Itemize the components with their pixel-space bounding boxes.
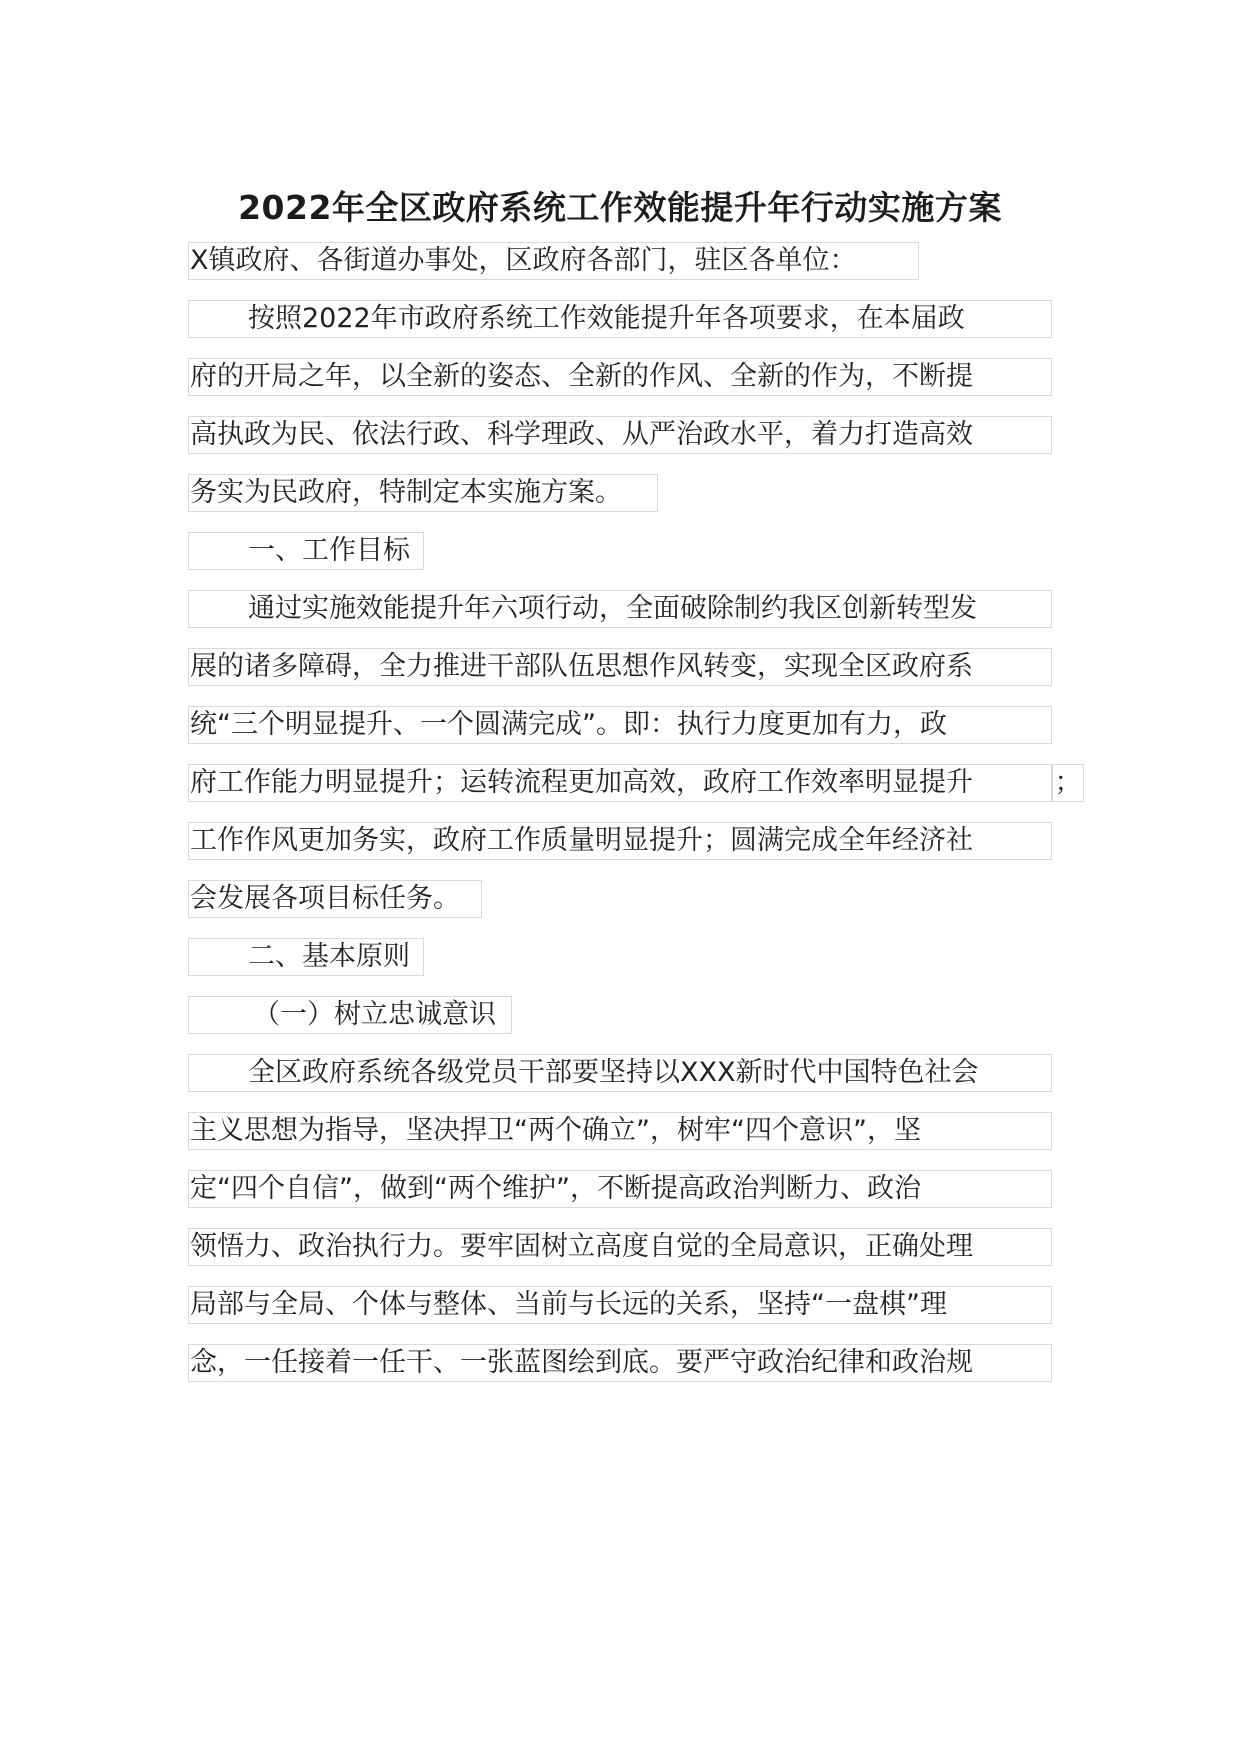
section-heading-goals: 一、工作目标 [188, 532, 424, 570]
intro-line-2: 府的开局之年，以全新的姿态、全新的作风、全新的作为，不断提 [188, 358, 1052, 396]
loyalty-line-1: 全区政府系统各级党员干部要坚持以XXX新时代中国特色社会 [188, 1054, 1052, 1092]
loyalty-line-4: 领悟力、政治执行力。要牢固树立高度自觉的全局意识，正确处理 [188, 1228, 1052, 1266]
goals-line-4-trailing-punctuation: ； [1052, 764, 1084, 802]
goals-line-2: 展的诸多障碍，全力推进干部队伍思想作风转变，实现全区政府系 [188, 648, 1052, 686]
loyalty-line-2: 主义思想为指导，坚决捍卫“两个确立”，树牢“四个意识”，坚 [188, 1112, 1052, 1150]
salutation-line: X镇政府、各街道办事处，区政府各部门，驻区各单位： [188, 242, 919, 280]
intro-line-4: 务实为民政府，特制定本实施方案。 [188, 474, 658, 512]
document-title: 2022年全区政府系统工作效能提升年行动实施方案 [238, 188, 1002, 227]
intro-line-1: 按照2022年市政府系统工作效能提升年各项要求，在本届政 [188, 300, 1052, 338]
intro-line-3: 高执政为民、依法行政、科学理政、从严治政水平，着力打造高效 [188, 416, 1052, 454]
loyalty-line-5: 局部与全局、个体与整体、当前与长远的关系，坚持“一盘棋”理 [188, 1286, 1052, 1324]
goals-line-6: 会发展各项目标任务。 [188, 880, 482, 918]
subsection-heading-loyalty: （一）树立忠诚意识 [188, 996, 512, 1034]
goals-line-3: 统“三个明显提升、一个圆满完成”。即：执行力度更加有力，政 [188, 706, 1052, 744]
goals-line-5: 工作作风更加务实，政府工作质量明显提升；圆满完成全年经济社 [188, 822, 1052, 860]
goals-line-1: 通过实施效能提升年六项行动，全面破除制约我区创新转型发 [188, 590, 1052, 628]
loyalty-line-3: 定“四个自信”，做到“两个维护”，不断提高政治判断力、政治 [188, 1170, 1052, 1208]
goals-line-4: 府工作能力明显提升；运转流程更加高效，政府工作效率明显提升 [188, 764, 1052, 802]
section-heading-principles: 二、基本原则 [188, 938, 424, 976]
loyalty-line-6: 念，一任接着一任干、一张蓝图绘到底。要严守政治纪律和政治规 [188, 1344, 1052, 1382]
